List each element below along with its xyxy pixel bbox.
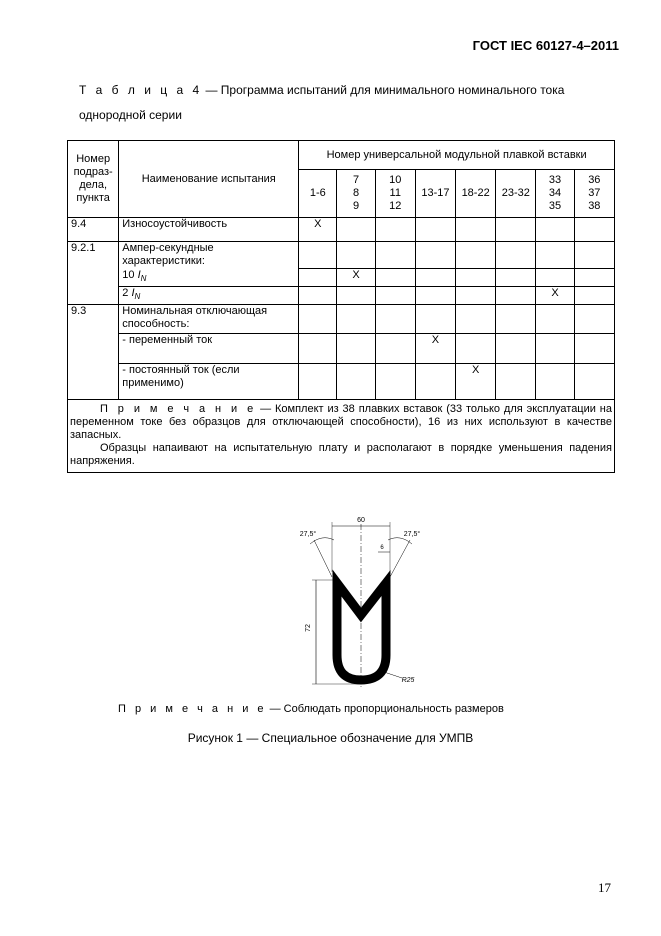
group-7-9: 7 8 9 <box>337 170 375 218</box>
mark-cell: X <box>337 269 375 287</box>
header-test-name: Наименование испытания <box>119 141 299 218</box>
row-test-name: Износоустойчивость <box>119 218 299 242</box>
row-sub-label: - постоянный ток (если применимо) <box>119 364 299 400</box>
table-note-row <box>68 400 615 473</box>
group-36-38: 36 37 38 <box>574 170 614 218</box>
header-fuse-numbers: Номер универсальной модульной плавкой вставки <box>299 141 615 170</box>
row-sub-label: 2 $I_N$ <box>119 287 299 305</box>
dimension-stroke: 6 <box>380 545 384 551</box>
mark-cell: X <box>299 218 337 242</box>
dimension-height: 72 <box>305 624 312 632</box>
group-13-17: 13-17 <box>415 170 455 218</box>
header-section-number: Номер подраз- дела, пункта <box>68 141 119 218</box>
row-test-name: Номинальная отключающая способность: <box>119 305 299 334</box>
table-row <box>68 334 615 364</box>
radius-label: R25 <box>401 677 415 684</box>
uf-marking-figure <box>260 512 430 690</box>
figure-caption: Рисунок 1 — Специальное обозначение для УМПВ <box>187 731 474 745</box>
row-number: 9.4 <box>68 218 119 242</box>
group-1-6: 1-6 <box>299 170 337 218</box>
group-33-35: 33 34 35 <box>536 170 574 218</box>
row-sub-label: - переменный ток <box>119 334 299 364</box>
table-caption <box>79 78 609 128</box>
table-row <box>68 305 615 334</box>
row-number: 9.2.1 <box>68 242 119 305</box>
mark-cell: X <box>456 364 496 400</box>
angle-right: 27,5° <box>403 531 421 538</box>
table-note: П р и м е ч а н и е — Комплект из 38 плавких вставок (33 только для эксплуатации на переменном токе без образцов для отключающей способности), 16 из них используют в качестве запасных. Образцы напаивают на испытательную плату и располагают в порядке уменьшения падения напряжения. <box>68 400 615 473</box>
mark-cell: X <box>415 334 455 364</box>
group-10-12: 10 11 12 <box>375 170 415 218</box>
test-program-table <box>67 140 615 473</box>
symbol-shape <box>337 583 386 680</box>
angle-left: 27,5° <box>299 531 317 538</box>
group-18-22: 18-22 <box>456 170 496 218</box>
row-sub-label: 10 $I_N$ <box>119 269 299 287</box>
row-test-name: Ампер-секундные характеристики: <box>119 242 299 269</box>
table-caption-prefix: Т а б л и ц а 4 <box>79 83 203 97</box>
mark-cell: X <box>536 287 574 305</box>
table-row <box>68 218 615 242</box>
dimension-width: 60 <box>357 517 365 524</box>
table-row <box>68 287 615 305</box>
table-row <box>68 242 615 269</box>
document-header: ГОСТ IEC 60127-4–2011 <box>472 38 619 53</box>
group-23-32: 23-32 <box>496 170 536 218</box>
table-row <box>68 269 615 287</box>
page-number: 17 <box>598 880 611 895</box>
figure-note: П р и м е ч а н и е — Соблюдать пропорциональность размеров <box>118 703 504 715</box>
table-row <box>68 364 615 400</box>
row-number: 9.3 <box>68 305 119 400</box>
table-caption-title: — Программа испытаний для минимального номинального тока однородной серии <box>79 83 565 122</box>
